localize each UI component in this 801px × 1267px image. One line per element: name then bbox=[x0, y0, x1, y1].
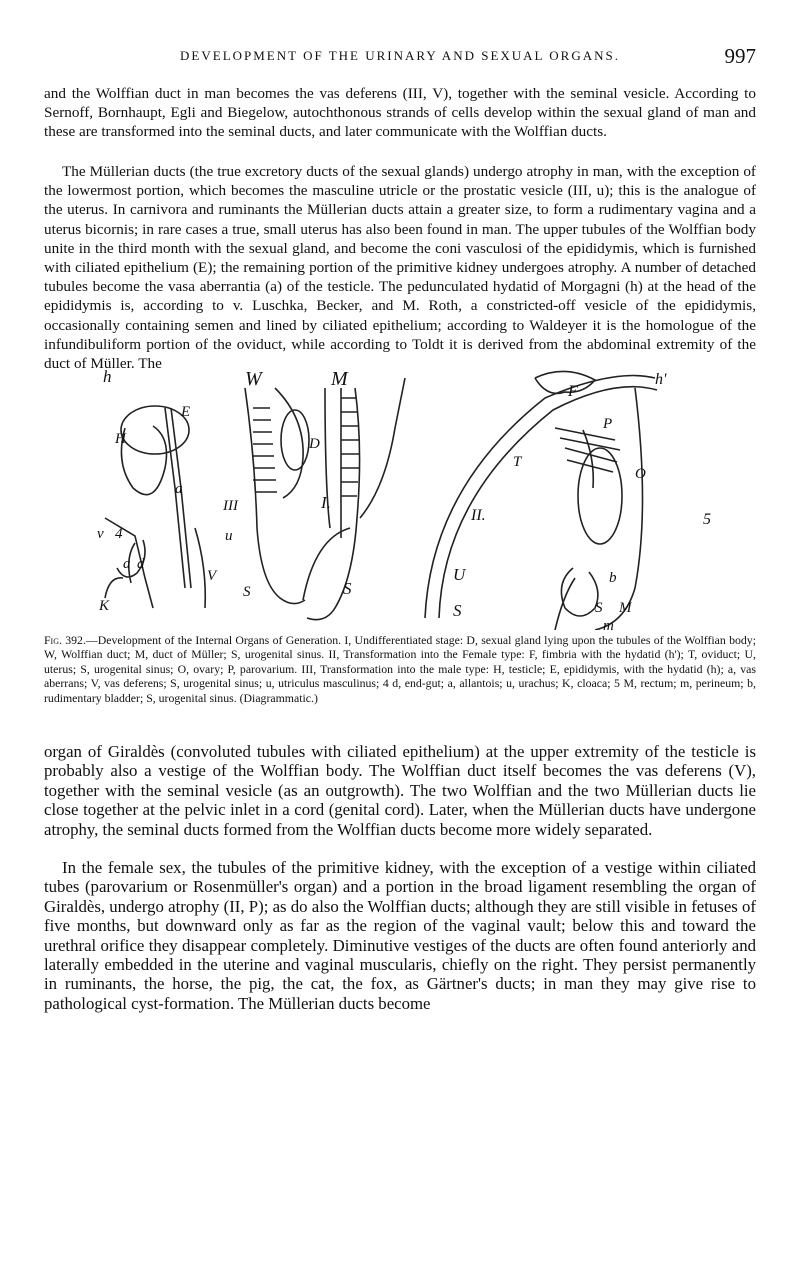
label-a: a bbox=[175, 481, 183, 497]
label-S-right: S bbox=[595, 600, 603, 616]
label-T: T bbox=[513, 454, 522, 470]
label-u: u bbox=[225, 528, 233, 544]
label-V: V bbox=[207, 568, 217, 584]
label-P: P bbox=[603, 416, 613, 432]
running-header bbox=[44, 44, 756, 68]
label-M-right: M bbox=[619, 600, 632, 616]
figure-392-diagram bbox=[95, 368, 725, 630]
label-S-male: S bbox=[243, 584, 251, 600]
paragraph-2: The Müllerian ducts (the true excretory ducts of the sexual glands) undergo atrophy in man, with the exception of the lowermost portion, which becomes the masculine utricle or the prostatic vesicle (III, u); this is the analogue of the uterus. In carnivora and ruminants the Müllerian ducts attain a greater size, to form a rudimentary vagina and a uterus bicornis; in rare cases a true, small uterus has also been found in man. The upper tubules of the Wolffian body unite in the third month with the sexual gland, and become the coni vasculosi of the epididymis, which is furnished with ciliated epithelium (E); the remaining portion of the primitive kidney undergoes atrophy. A number of detached tubules become the vasa aberrantia (a) of the testicle. The pedunculated hydatid of Morgagni (h) at the head of the epididymis is, according to v. Luschka, Becker, and M. Roth, a constricted-off vesicle of the epididymis, occasionally containing semen and lined by ciliated epithelium; according to Waldeyer it is the homologue of the infundibuliform portion of the oviduct, while according to Toldt it is derived from the abdominal extremity of the duct of Müller. The bbox=[44, 163, 756, 373]
epididymis-shape bbox=[121, 406, 189, 454]
sexual-gland-shape bbox=[281, 410, 309, 470]
label-U: U bbox=[453, 565, 466, 584]
label-I: I. bbox=[321, 493, 331, 512]
paragraph-4: In the female sex, the tubules of the primitive kidney, with the exception of a vestige within ciliated tubes (parovarium or Rosenmüller's organ) and a portion in the broad ligament resembling the organ of Giraldès, undergo atrophy (II, P); as do also the Wolffian ducts; although they are still visible in fetuses of five months, but downward only as far as the region of the vaginal vault; below this and toward the urethral orifice they disappear completely. Diminutive vestiges of the ducts are often found anteriorly and laterally embedded in the uterine and vaginal muscularis, chiefly on the right. They persist permanently in ruminants, the horse, the pig, the cat, the fox, as Gärtner's ducts; in man they may give rise to pathological cyst-formation. The Müllerian ducts become bbox=[44, 858, 756, 1013]
paragraph-1: and the Wolffian duct in man becomes the vas deferens (III, V), together with the seminal vesicle. According to Sernoff, Bornhaupt, Egli and Biegelow, autochthonous strands of cells develop within the sexual gland of man and these are transformed into the seminal ducts, and later communicate with the Wolffian ducts. bbox=[44, 85, 756, 141]
label-4: 4 bbox=[115, 526, 123, 542]
page-number: 997 bbox=[724, 44, 756, 68]
ovary-shape bbox=[578, 448, 622, 544]
label-m: m bbox=[603, 618, 614, 630]
label-F: F bbox=[568, 383, 578, 400]
caption-text: —Development of the Internal Organs of Generation. I, Undifferentiated stage: D, sexual gland lying upon the tubules of the Wolffian body; W, Wolffian duct; M, duct of Müller; S, urogenital sinus. II, Transformation into the Female type: F, fimbria with the hydatid (h'); T, oviduct; U, uterus; S, urogenital sinus; O, ovary; P, parovarium. III, Transformation into the male type: H, testicle; E, epididymis, with the hydatid (h); a, vas aberrans; V, vas deferens; S, urogenital sinus; u, utriculus masculinus; 4 d, end-gut; a, allantois; u, urachus; K, cloaca; 5 M, rectum; m, perineum; b, rudimentary bladder; S, urogenital sinus. (Diagrammatic.) bbox=[44, 633, 756, 705]
label-II: II. bbox=[471, 507, 486, 524]
label-W: W bbox=[245, 368, 262, 390]
label-III: III bbox=[223, 498, 238, 514]
figure-caption bbox=[44, 633, 756, 705]
testicle-shape bbox=[121, 426, 166, 495]
label-d: d bbox=[137, 556, 145, 572]
paragraph-3: organ of Giraldès (convoluted tubules with ciliated epithelium) at the upper extremity of the testicle is probably also a vestige of the Wolffian body. The Wolffian duct itself becomes the vas deferens (V), together with the seminal vesicle (as an outgrowth). The two Wolffian and the two Müllerian ducts lie close together at the pelvic inlet in a cord (genital cord). Later, when the Müllerian ducts have undergone atrophy, the seminal ducts formed from the Wolffian ducts become more widely separated. bbox=[44, 742, 756, 839]
label-S-mid: S bbox=[343, 579, 352, 598]
label-H: H bbox=[115, 431, 126, 447]
caption-lead: Fig. 392. bbox=[44, 633, 86, 647]
label-D: D bbox=[309, 436, 320, 452]
label-h-prime: h' bbox=[655, 371, 667, 388]
diagram-female-type bbox=[425, 371, 657, 630]
figure-labels bbox=[97, 368, 711, 630]
label-S-female: S bbox=[453, 601, 462, 620]
label-K: K bbox=[99, 598, 110, 614]
label-h: h bbox=[103, 368, 112, 386]
label-M: M bbox=[331, 368, 348, 390]
running-title: DEVELOPMENT OF THE URINARY AND SEXUAL ORGANS. bbox=[180, 48, 620, 63]
label-a-left: a bbox=[123, 556, 131, 572]
label-5: 5 bbox=[703, 511, 711, 528]
label-E: E bbox=[181, 404, 191, 420]
label-b: b bbox=[609, 570, 617, 586]
label-O: O bbox=[635, 466, 646, 482]
label-v: v bbox=[97, 526, 104, 542]
